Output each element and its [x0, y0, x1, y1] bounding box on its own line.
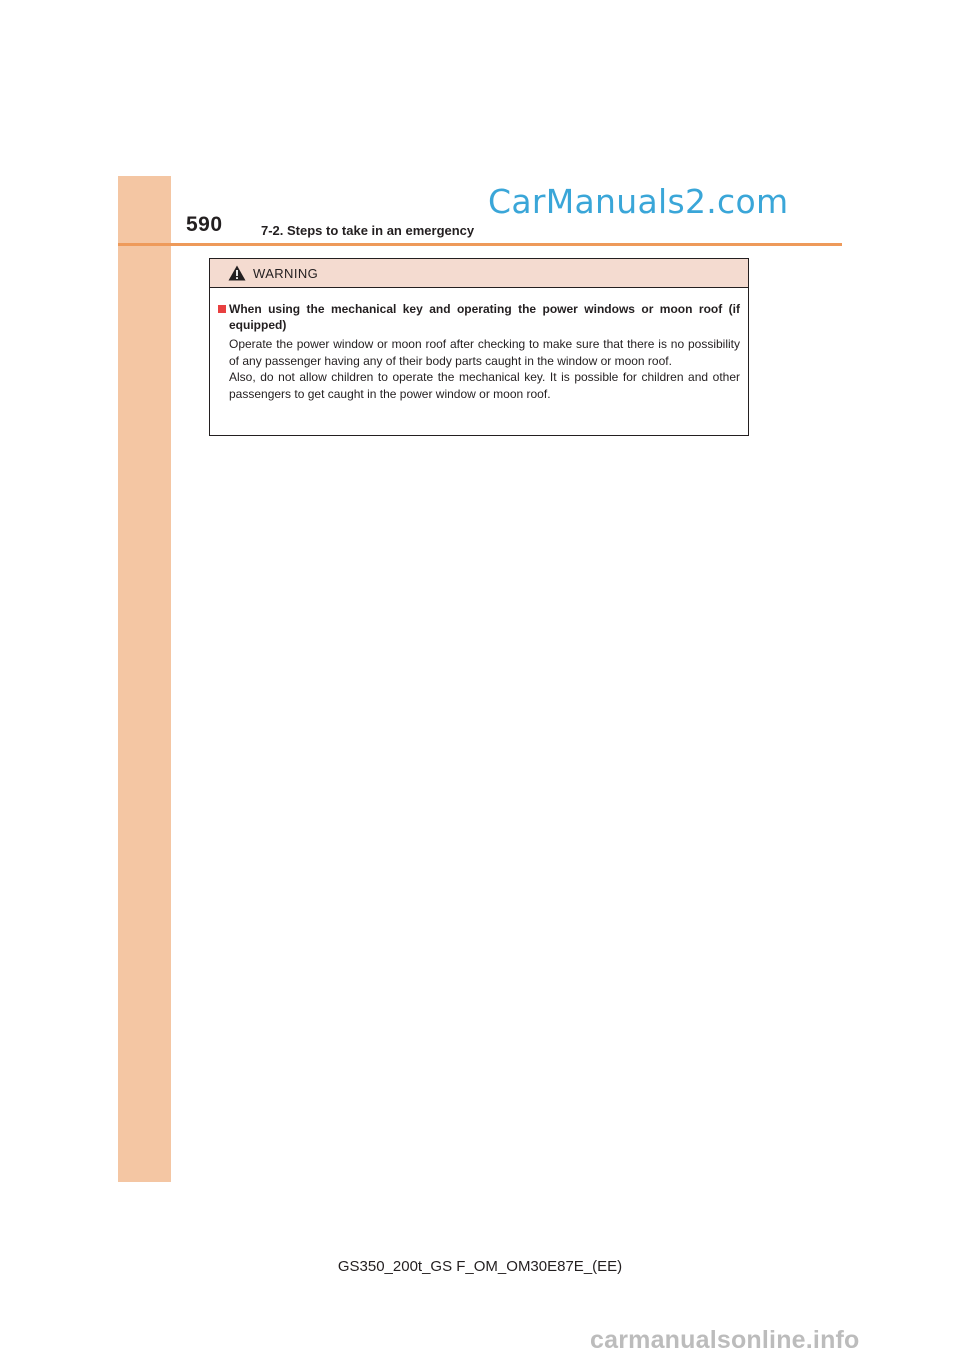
chapter-side-tab — [118, 176, 171, 1182]
warning-item-heading — [218, 301, 740, 333]
page-number: 590 — [186, 213, 223, 236]
warning-triangle-icon — [228, 265, 246, 281]
document-code: GS350_200t_GS F_OM_OM30E87E_(EE) — [337, 1258, 623, 1275]
warning-box — [209, 258, 749, 436]
warning-item-paragraph-1: Operate the power window or moon roof after checking to make sure that there is no possibility of any passenger having any of their body parts caught in the window or moon roof. — [229, 337, 740, 368]
warning-body — [210, 288, 748, 402]
warning-label: WARNING — [253, 266, 319, 281]
section-title: 7-2. Steps to take in an emergency — [261, 223, 475, 238]
bullet-square-icon — [218, 305, 226, 313]
header-rule — [118, 243, 842, 246]
warning-item-heading-text: When using the mechanical key and operating the power windows or moon roof (if equipped) — [229, 302, 740, 332]
warning-item-paragraph-2: Also, do not allow children to operate the mechanical key. It is possible for children and other passengers to get caught in the power window or moon roof. — [229, 370, 740, 401]
watermark-bottom: carmanualsonline.info — [590, 1326, 860, 1354]
watermark-top: CarManuals2.com — [488, 182, 789, 221]
warning-header — [210, 259, 748, 288]
